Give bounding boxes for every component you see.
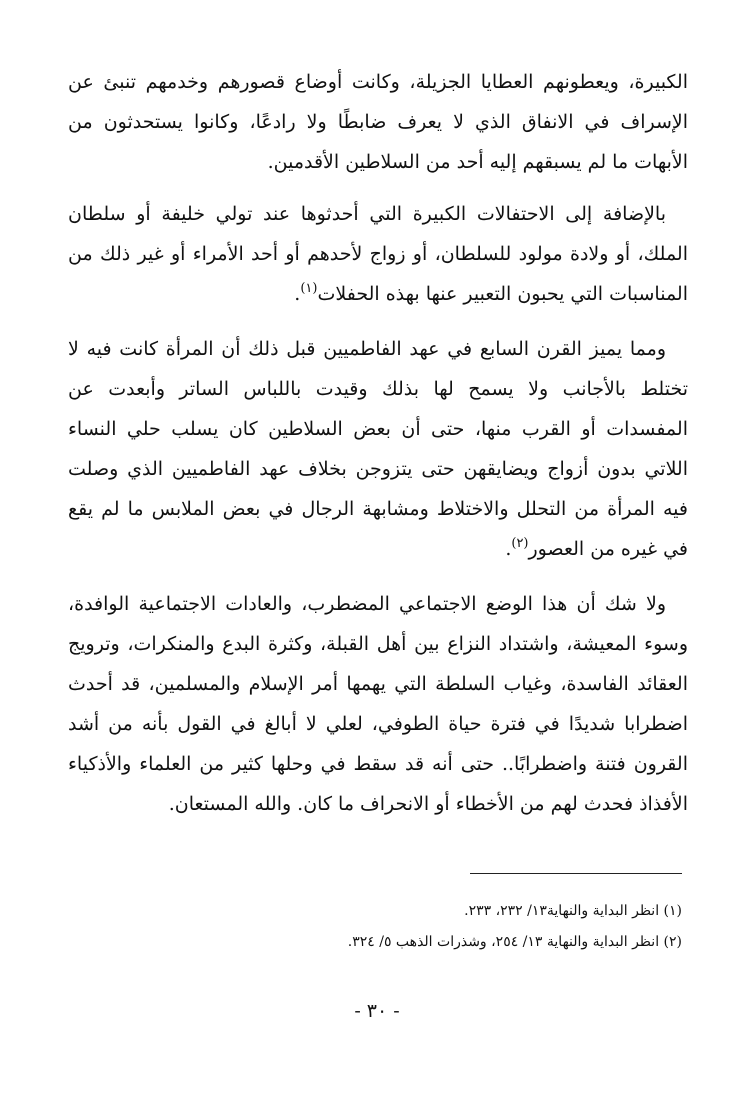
footnote-2: (٢) انظر البداية والنهاية ١٣/ ٢٥٤، وشذرات الذهب ٥/ ٣٢٤. (347, 934, 682, 950)
paragraph-3 (68, 329, 688, 572)
paragraph-4-text: ولا شك أن هذا الوضع الاجتماعي المضطرب، والعادات الاجتماعية الوافدة، وسوء المعيشة، واشتداد النزاع بين أهل القبلة، وكثرة البدع والمنكرات، وترويج العقائد الفاسدة، وغياب السلطة التي يهمها أمر الإسلام والمسلمين، قد أحدث اضطرابا شديدًا في فترة حياة الطوفي، لعلي لا أبالغ في القول بأنه من أشد القرون فتنة واضطرابًا.. حتى أنه قد سقط في وحلها كثير من العلماء والأذكياء الأفذاذ فحدث لهم من الأخطاء أو الانحراف ما كان. والله المستعان. (68, 593, 688, 815)
footnote-reference-1: (١) (300, 281, 318, 296)
footnote-1: (١) انظر البداية والنهاية١٣/ ٢٣٢، ٢٣٣. (464, 903, 682, 919)
main-text (68, 62, 688, 836)
page-number: - ٣٠ - (354, 1000, 400, 1022)
paragraph-1 (68, 62, 688, 182)
paragraph-2 (68, 194, 688, 317)
paragraph-2-ending: . (294, 283, 301, 305)
paragraph-3-ending: . (505, 538, 512, 560)
footnote-reference-2: (٢) (511, 536, 529, 551)
paragraph-4 (68, 584, 688, 824)
paragraph-3-text: ومما يميز القرن السابع في عهد الفاطميين قبل ذلك أن المرأة كانت فيه لا تختلط بالأجانب ولا يسمح لها بذلك وقيدت باللباس الساتر وأبعدت عن المفسدات أو القرب منها، حتى أن بعض السلاطين كان يسلب حلي النساء اللاتي بدون أزواج ويضايقهن حتى يتزوجن بخلاف عهد الفاطميين الذي وصلت فيه المرأة من التحلل والاختلاط ومشابهة الرجال في بعض الملابس ما لم يقع في غيره من العصور (68, 338, 688, 560)
paragraph-2-text: بالإضافة إلى الاحتفالات الكبيرة التي أحدثوها عند تولي خليفة أو سلطان الملك، أو ولادة مولود للسلطان، أو زواج لأحدهم أو أحد الأمراء أو غير ذلك من المناسبات التي يحبون التعبير عنها بهذه الحفلات (68, 203, 688, 305)
footnote-divider (470, 873, 682, 874)
paragraph-1-text: الكبيرة، ويعطونهم العطايا الجزيلة، وكانت أوضاع قصورهم وخدمهم تنبئ عن الإسراف في الانفاق الذي لا يعرف ضابطًا ولا رادعًا، وكانوا يستحدثون من الأبهات ما لم يسبقهم إليه أحد من السلاطين الأقدمين. (68, 71, 688, 173)
footnotes (68, 896, 682, 958)
